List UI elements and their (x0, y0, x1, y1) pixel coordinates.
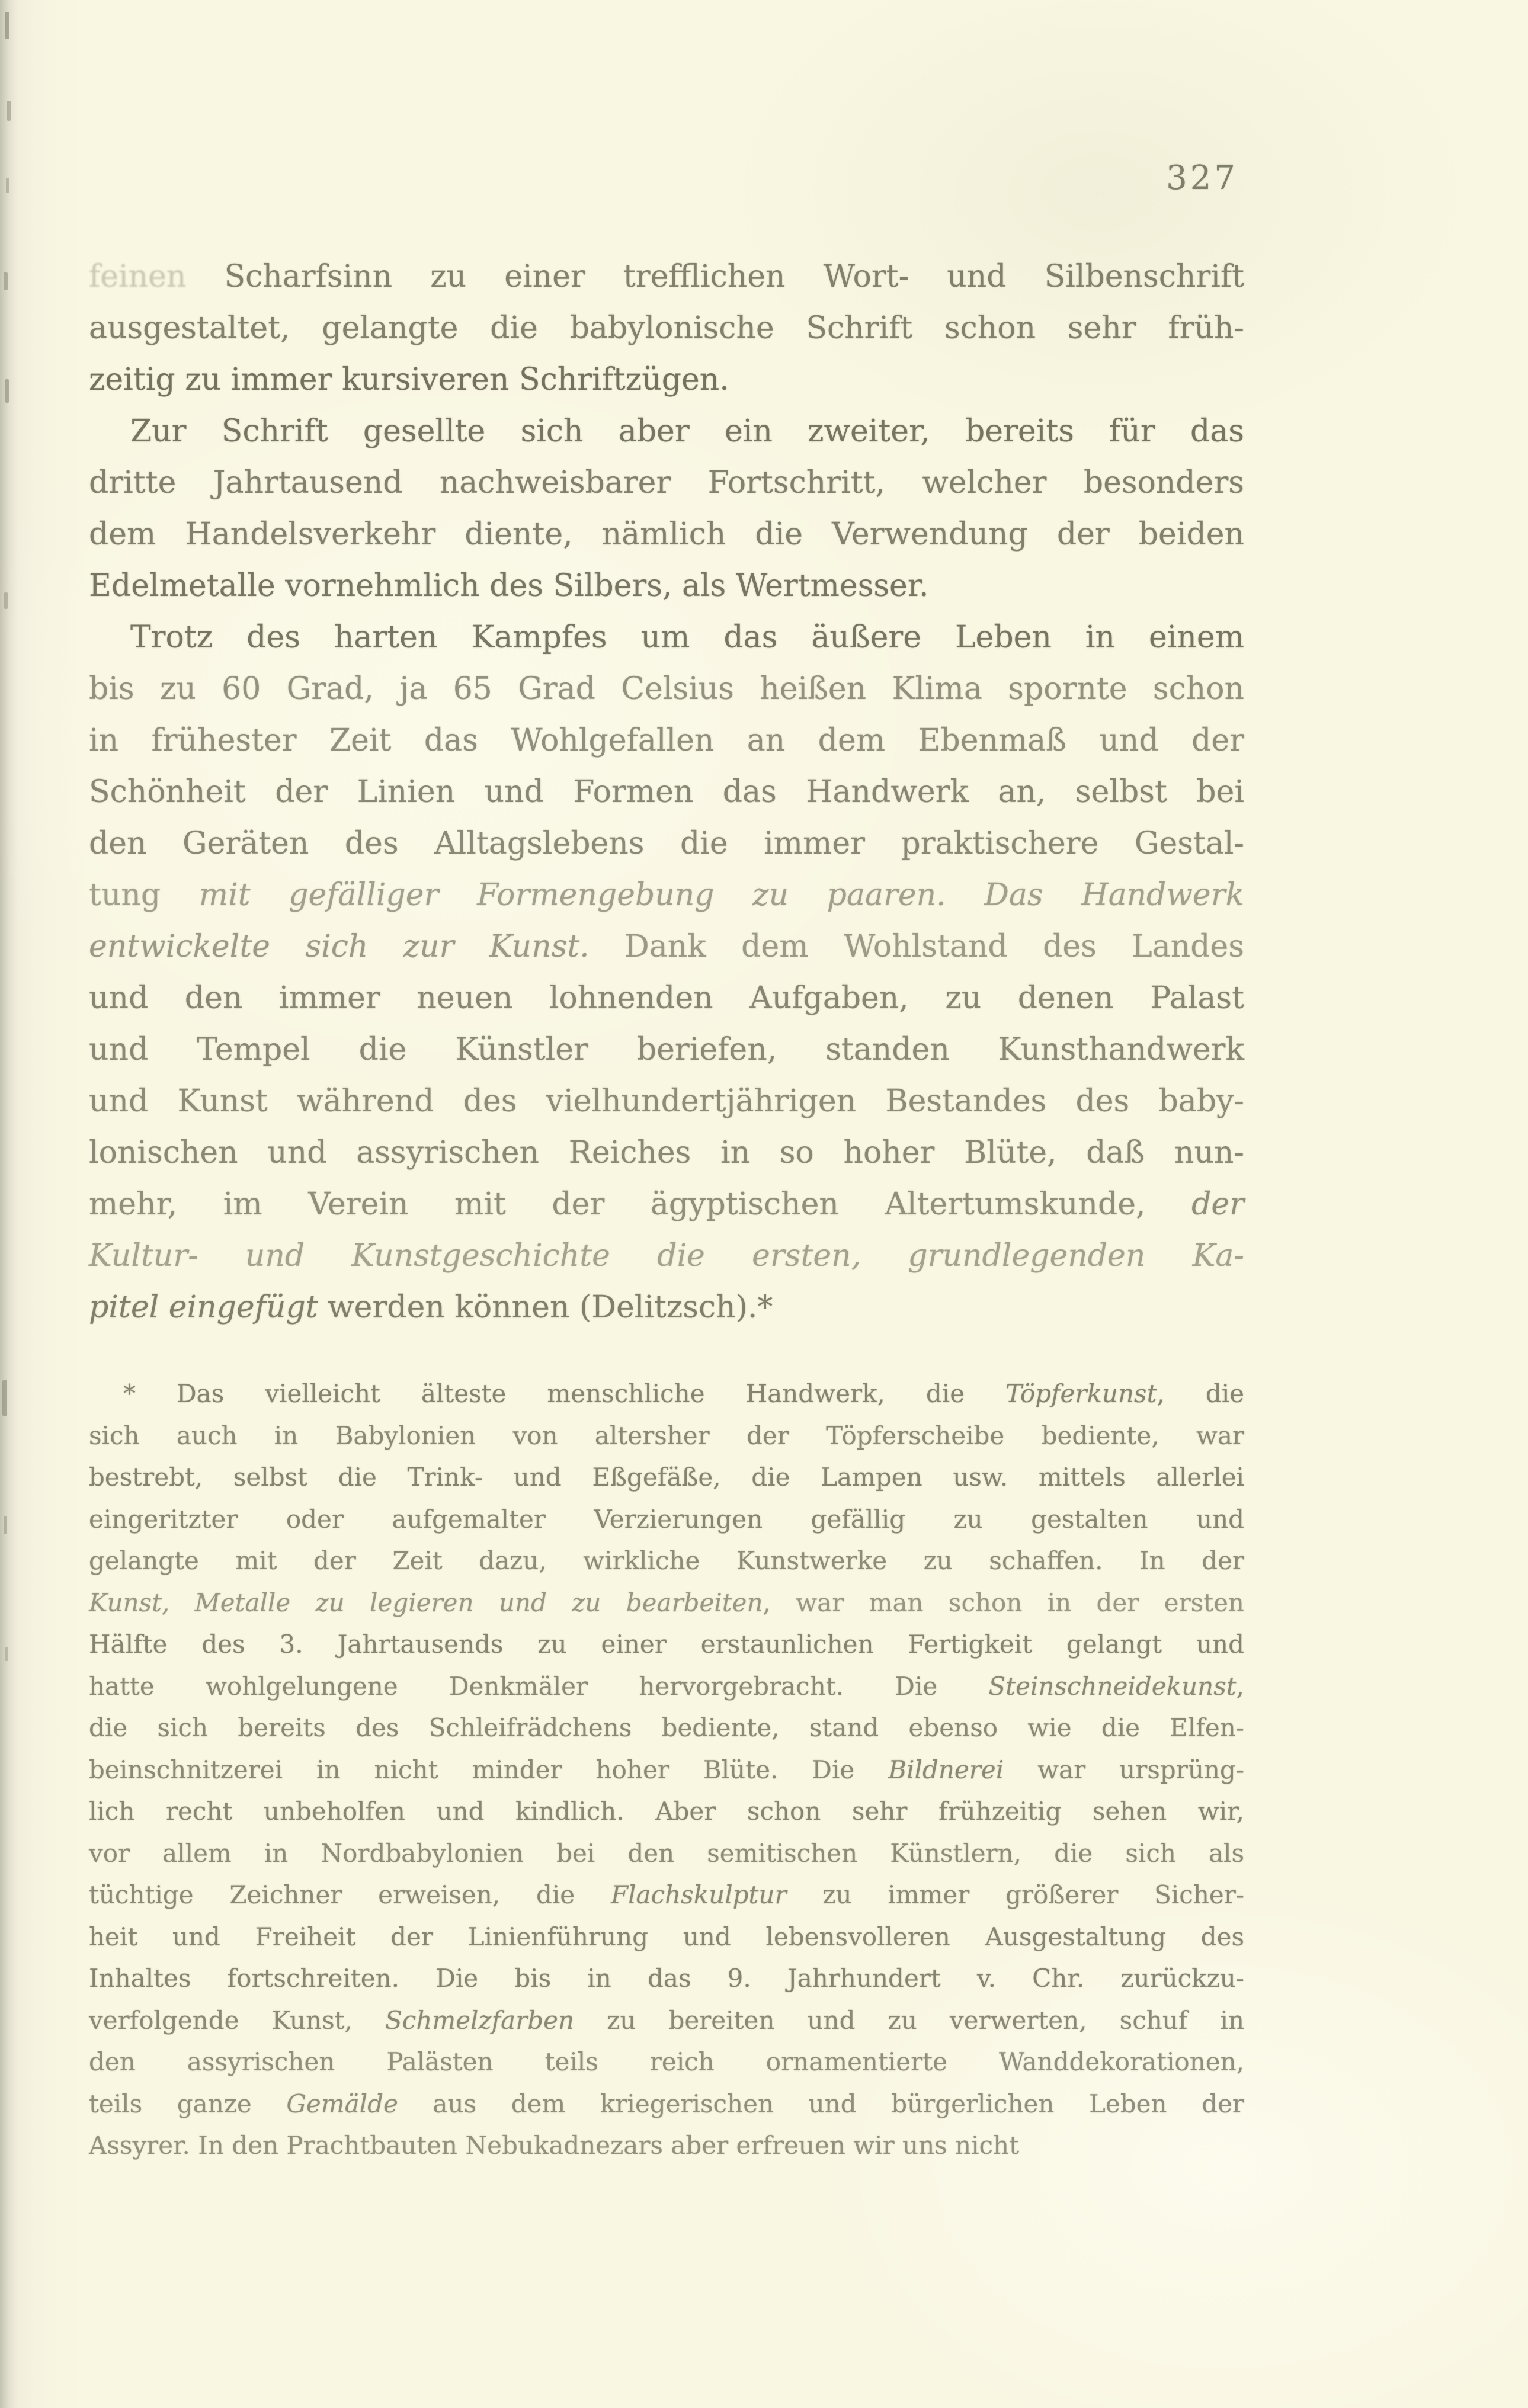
main-text-line (89, 973, 1244, 1024)
footnote-line (89, 2041, 1244, 2083)
main-text-line (89, 1076, 1244, 1127)
text-segment: eingeritzter oder aufgemalter Verzierungen gefällig zu gestalten und (89, 1504, 1244, 1534)
page-edge-mark (4, 592, 8, 609)
text-segment: Dank dem Wohlstand des Landes (589, 929, 1244, 964)
binding-gutter-shadow (0, 0, 18, 2408)
text-segment: , (1236, 1671, 1244, 1701)
text-segment: mehr, im Verein mit der ägyptischen Altertumskunde, (89, 1187, 1192, 1222)
page-edge-mark (4, 272, 8, 290)
page-edge-mark (5, 379, 9, 403)
footnote-line (89, 1791, 1244, 1833)
text-segment: tüchtige Zeichner erweisen, die (89, 1880, 611, 1909)
text-segment: , die (1157, 1379, 1245, 1408)
text-segment: tung (89, 877, 199, 913)
text-segment: Edelmetalle vornehmlich des Silbers, als Wertmesser. (89, 568, 929, 604)
text-segment: Schmelzfarben (385, 2005, 575, 2035)
footnote-line (89, 1833, 1244, 1875)
text-segment: Assyrer. In den Prachtbauten Nebukadnezars aber erfreuen wir uns nicht (89, 2131, 1019, 2160)
page-edge-mark (5, 1647, 8, 1661)
text-segment: Töpferkunst (1005, 1379, 1157, 1408)
page-number: 327 (1166, 159, 1238, 197)
main-text-line (89, 612, 1244, 663)
page-edge-mark (4, 1516, 7, 1534)
text-segment: , war man schon in der ersten (763, 1588, 1244, 1617)
text-segment: zu immer größerer Sicher- (786, 1880, 1245, 1909)
text-segment: Gemälde (286, 2089, 398, 2118)
text-segment: heit und Freiheit der Linienführung und lebensvolleren Ausgestaltung des (89, 1922, 1244, 1951)
text-segment: zeitig zu immer kursiveren Schriftzügen. (89, 362, 729, 397)
footnote-line (89, 1707, 1244, 1749)
text-segment: Zur Schrift gesellte sich aber ein zweiter, bereits für das (130, 413, 1244, 449)
footnote-line (89, 2083, 1244, 2125)
footnote-line (89, 1582, 1244, 1624)
text-segment: Trotz des harten Kampfes um das äußere Leben in einem (130, 620, 1244, 655)
text-segment: bestrebt, selbst die Trink- und Eßgefäße, die Lampen usw. mittels allerlei (89, 1463, 1244, 1492)
text-segment: lonischen und assyrischen Reiches in so hoher Blüte, daß nun- (89, 1135, 1244, 1171)
main-text-line (89, 560, 1244, 612)
main-text-line (89, 406, 1244, 457)
main-text-line (89, 457, 1244, 509)
footnote-line (89, 1373, 1244, 1415)
text-segment: Kunst, Metalle zu legieren und zu bearbeiten (89, 1588, 763, 1617)
text-segment: dritte Jahrtausend nachweisbarer Fortschritt, welcher besonders (89, 465, 1244, 501)
main-text-line (89, 818, 1244, 870)
main-text-block (89, 251, 1244, 1333)
footnote-line (89, 1415, 1244, 1457)
main-text-line (89, 303, 1244, 354)
text-segment: beinschnitzerei in nicht minder hoher Blüte. Die (89, 1755, 889, 1784)
footnote-line (89, 2125, 1244, 2167)
footnote-line (89, 2000, 1244, 2042)
main-text-line (89, 1179, 1244, 1230)
page-edge-mark (7, 101, 11, 121)
page-edge-mark (2, 1380, 7, 1416)
main-text-line (89, 715, 1244, 767)
text-segment: dem Handelsverkehr diente, nämlich die Verwendung der beiden (89, 517, 1244, 552)
footnote-line (89, 1457, 1244, 1499)
text-segment: zu bereiten und zu verwerten, schuf in (574, 2005, 1244, 2035)
text-segment: aus dem kriegerischen und bürgerlichen Leben der (398, 2089, 1244, 2118)
text-segment: war ursprüng- (1004, 1755, 1245, 1784)
text-segment: lich recht unbeholfen und kindlich. Aber schon sehr frühzeitig sehen wir, (89, 1797, 1244, 1826)
footnote-line (89, 1749, 1244, 1791)
main-text-line (89, 1024, 1244, 1076)
main-text-line (89, 354, 1244, 406)
main-text-line (89, 870, 1244, 921)
footnote-line (89, 1499, 1244, 1541)
text-segment: den Geräten des Alltagslebens die immer praktischere Gestal- (89, 826, 1244, 861)
text-segment: bis zu 60 Grad, ja 65 Grad Celsius heißen Klima spornte schon (89, 671, 1244, 707)
text-segment: die sich bereits des Schleifrädchens bediente, stand ebenso wie die Elfen- (89, 1713, 1244, 1742)
main-text-line (89, 1282, 1244, 1333)
footnote-line (89, 1624, 1244, 1666)
text-segment: Schönheit der Linien und Formen das Handwerk an, selbst bei (89, 774, 1244, 810)
text-segment: hatte wohlgelungene Denkmäler hervorgebracht. Die (89, 1671, 989, 1701)
main-text-line (89, 251, 1244, 303)
footnote-line (89, 1958, 1244, 2000)
footnote-line (89, 1540, 1244, 1582)
text-segment: * Das vielleicht älteste menschliche Handwerk, die (123, 1379, 1006, 1408)
text-segment: verfolgende Kunst, (89, 2005, 386, 2035)
text-segment: ausgestaltet, gelangte die babylonische Schrift schon sehr früh- (89, 310, 1244, 346)
main-text-line (89, 1127, 1244, 1179)
text-segment: entwickelte sich zur Kunst. (89, 929, 590, 964)
text-segment: Flachskulptur (610, 1880, 787, 1909)
text-segment: und Kunst während des vielhundertjährigen Bestandes des baby- (89, 1083, 1244, 1119)
text-segment: den assyrischen Palästen teils reich ornamentierte Wanddekorationen, (89, 2047, 1244, 2076)
text-segment: werden können (Delitzsch).* (318, 1290, 773, 1325)
page-edge-mark (5, 12, 9, 39)
footnote-line (89, 1916, 1244, 1958)
page-edge-mark (6, 178, 9, 193)
main-text-line (89, 921, 1244, 973)
footnote-block (89, 1373, 1244, 2167)
text-segment: mit gefälliger Formengebung zu paaren. Das Handwerk (198, 877, 1244, 913)
main-text-line (89, 509, 1244, 560)
text-segment: Inhaltes fortschreiten. Die bis in das 9. Jahrhundert v. Chr. zurückzu- (89, 1964, 1244, 1993)
text-segment: Bildnerei (888, 1755, 1004, 1784)
text-segment: feinen (89, 259, 225, 294)
text-segment: und Tempel die Künstler beriefen, standen Kunsthandwerk (89, 1032, 1244, 1067)
text-segment: in frühester Zeit das Wohlgefallen an dem Ebenmaß und der (89, 723, 1244, 758)
text-segment: teils ganze (89, 2089, 287, 2118)
text-segment: gelangte mit der Zeit dazu, wirkliche Kunstwerke zu schaffen. In der (89, 1546, 1244, 1575)
text-segment: Steinschneidekunst (988, 1671, 1237, 1701)
footnote-line (89, 1874, 1244, 1916)
text-segment: pitel eingefügt (89, 1290, 318, 1325)
text-segment: Scharfsinn zu einer trefflichen Wort- und Silbenschrift (224, 259, 1244, 294)
text-segment: der (1191, 1187, 1244, 1222)
main-text-line (89, 767, 1244, 818)
text-segment: Kultur- und Kunstgeschichte die ersten, grundlegenden Ka- (89, 1238, 1244, 1274)
main-text-line (89, 663, 1244, 715)
text-segment: sich auch in Babylonien von altersher der Töpferscheibe bediente, war (89, 1421, 1244, 1450)
text-segment: Hälfte des 3. Jahrtausends zu einer erstaunlichen Fertigkeit gelangt und (89, 1630, 1244, 1659)
text-segment: vor allem in Nordbabylonien bei den semitischen Künstlern, die sich als (89, 1838, 1244, 1868)
main-text-line (89, 1230, 1244, 1282)
footnote-line (89, 1666, 1244, 1708)
text-segment: und den immer neuen lohnenden Aufgaben, zu denen Palast (89, 980, 1244, 1016)
